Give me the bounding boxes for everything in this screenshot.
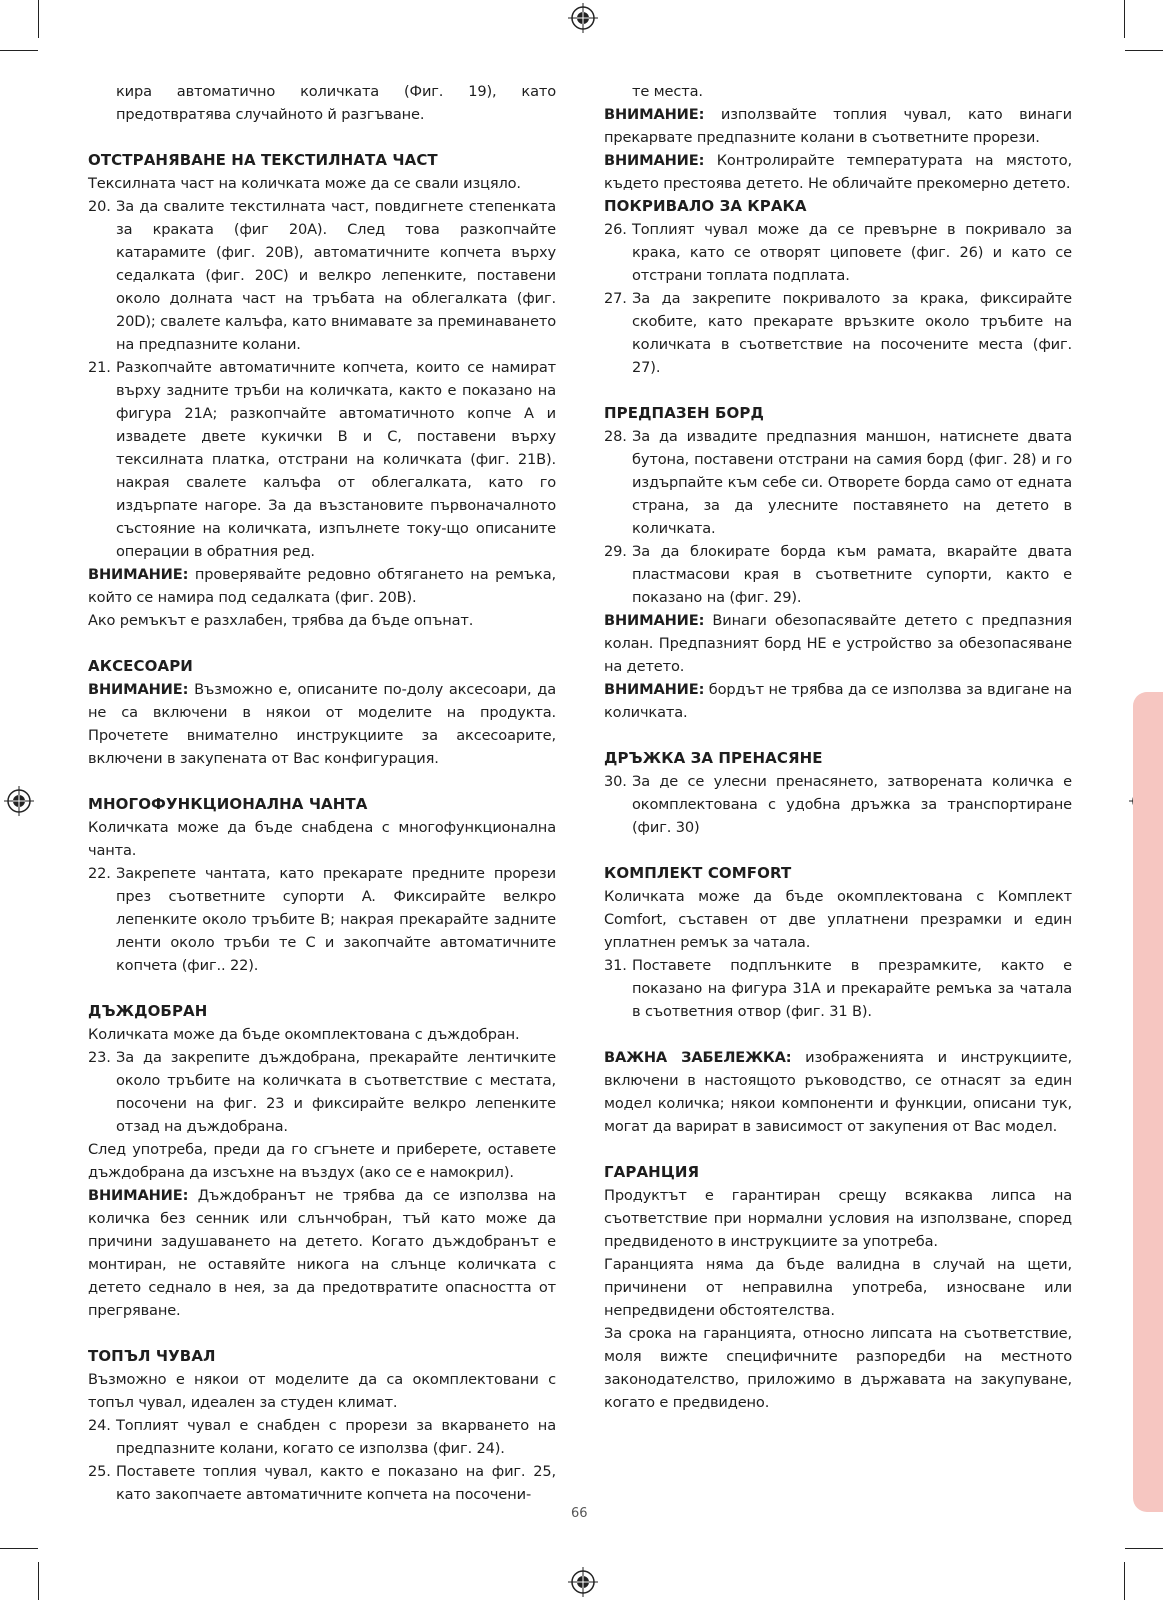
bag-intro: Количката може да бъде снабдена с многофункционална чанта. xyxy=(88,819,556,859)
item-text: Топлият чувал може да се превърне в покривало за крака, като се отворят циповете (фиг. 26) и като се отстрани топлата подплата. xyxy=(632,221,1072,284)
note-text: изображенията и инструкциите, включени в настоящото ръководство, се отнасят за един модел количка; някои компоненти и функции, описани тук, могат да варират в зависимост от закупения от Вас модел. xyxy=(604,1049,1072,1135)
right-column xyxy=(604,80,1072,1414)
strap-note: Ако ремъкът е разхлабен, трябва да бъде опънат. xyxy=(88,612,474,629)
list-item-29 xyxy=(604,540,1072,609)
warning-raincover xyxy=(88,1184,556,1322)
warning-text: Контролирайте температурата на мястото, където престоява детето. Не обличайте прекомерно детето. xyxy=(604,152,1072,192)
warning-temperature xyxy=(604,149,1072,195)
list-item-24 xyxy=(88,1414,556,1460)
item-number: 27. xyxy=(604,290,627,307)
warranty-paragraph: Гаранцията няма да бъде валидна в случай на щети, причинени от неправилна употреба, износване или непредвидени обстоятелства. xyxy=(604,1256,1072,1319)
left-column xyxy=(88,80,556,1506)
heading-comfort-kit: КОМПЛЕКТ COMFORT xyxy=(604,864,792,882)
rain-intro: Количката може да бъде окомплектована с дъждобран. xyxy=(88,1026,520,1043)
warning-bumper-safety xyxy=(604,609,1072,678)
heading-footmuff: ТОПЪЛ ЧУВАЛ xyxy=(88,1347,216,1365)
warning-text: бордът не трябва да се използва за вдигане на количката. xyxy=(604,681,1072,721)
heading-warranty: ГАРАНЦИЯ xyxy=(604,1163,700,1181)
page-number: 66 xyxy=(571,1506,588,1521)
crop-mark xyxy=(1125,1548,1163,1549)
note-label: ВАЖНА ЗАБЕЛЕЖКА: xyxy=(604,1049,792,1066)
crop-mark xyxy=(0,1548,38,1549)
warning-label: ВНИМАНИЕ: xyxy=(88,1187,189,1204)
item-text: За да закрепите дъждобрана, прекарайте лентичките около тръбите на количката в съответствие с местата, посочени на фиг. 23 и фиксирайте велкро лепенките отзад на дъждобрана. xyxy=(116,1049,556,1135)
warranty-paragraph: Продуктът е гарантиран срещу всякаква липса на съответствие при нормални условия на използване, според предвиденото в инструкциите за употреба. xyxy=(604,1187,1072,1250)
warning-label: ВНИМАНИЕ: xyxy=(604,106,705,123)
heading-bag: МНОГОФУНКЦИОНАЛНА ЧАНТА xyxy=(88,795,368,813)
warning-text: Винаги обезопасявайте детето с предпазния колан. Предпазният борд НЕ е устройство за обезопасяване на детето. xyxy=(604,612,1072,675)
item-text: Поставете подплънките в презрамките, както е показано на фигура 31A и прекарайте ремъка за чатала в съответния отвор (фиг. 31 B). xyxy=(632,957,1072,1020)
item-text: За де се улесни пренасянето, затворената количка е окомплектована с удобна дръжка за транспортиране (фиг. 30) xyxy=(632,773,1072,836)
heading-leg-cover: ПОКРИВАЛО ЗА КРАКА xyxy=(604,197,807,215)
warning-label: ВНИМАНИЕ: xyxy=(88,566,189,583)
list-item-22 xyxy=(88,862,556,977)
warning-text: Възможно е, описаните по-долу аксесоари, да не са включени в някои от моделите на продукта. Прочетете внимателно инструкциите за аксесоарите, включени в закупената от Вас конфигурация. xyxy=(88,681,556,767)
comfort-intro: Количката може да бъде окомплектована с Комплект Comfort, съставен от две уплатнени презрамки и един уплатнен ремък за чатала. xyxy=(604,888,1072,951)
list-item-25 xyxy=(88,1460,556,1506)
list-item-27 xyxy=(604,287,1072,379)
list-item-21 xyxy=(88,356,556,563)
item-number: 30. xyxy=(604,773,627,790)
warning-text: проверявайте редовно обтягането на ремъка, който се намира под седалката (фиг. 20B). xyxy=(88,566,556,606)
item-number: 26. xyxy=(604,221,627,238)
item-number: 28. xyxy=(604,428,627,445)
crop-mark xyxy=(1125,50,1163,51)
section-side-tab xyxy=(1133,692,1163,1512)
warranty-paragraph: За срока на гаранцията, относно липсата на съответствие, моля вижте специфичните разпоредби на местното законодателство, приложимо в държавата на закупуване, когато е предвидено. xyxy=(604,1325,1072,1411)
warning-footmuff-belts xyxy=(604,103,1072,149)
item-number: 23. xyxy=(88,1049,111,1066)
list-item-23 xyxy=(88,1046,556,1138)
heading-raincover: ДЪЖДОБРАН xyxy=(88,1002,208,1020)
item-number: 29. xyxy=(604,543,627,560)
list-item-30 xyxy=(604,770,1072,839)
heading-carry-handle: ДРЪЖКА ЗА ПРЕНАСЯНЕ xyxy=(604,749,823,767)
crop-mark xyxy=(0,50,38,51)
item-number: 22. xyxy=(88,865,111,882)
list-item-28 xyxy=(604,425,1072,540)
warning-bumper-lift xyxy=(604,678,1072,724)
item-text: Разкопчайте автоматичните копчета, които се намират върху задните тръби на количката, както е показано на фигура 21A; разкопчайте автоматичното копче A и извадете двете кукички B и C, поставени върху тексилната платка, отстрани на количката (фиг. 21B). накрая свалете калъфа от облегалката, като го издърпате нагоре. За да възстановите първоначалното състояние на количката, изпълнете току-що описаните операции в обратния ред. xyxy=(116,359,556,560)
list-item-26 xyxy=(604,218,1072,287)
item-number: 31. xyxy=(604,957,627,974)
crop-mark xyxy=(38,0,39,38)
item-text: За да извадите предпазния маншон, натиснете двата бутона, поставени отстрани на самия борд (фиг. 28) и го издърпайте към себе си. Отворете борда само от едната страна, за да улесните поставянето на детето в количката. xyxy=(632,428,1072,537)
list-item-31 xyxy=(604,954,1072,1023)
crop-mark xyxy=(1124,0,1125,38)
warning-text: използвайте топлия чувал, като винаги прекарвате предпазните колани в съответните прорези. xyxy=(604,106,1072,146)
item-text: За да закрепите покривалото за крака, фиксирайте скобите, като прекарате връзките около тръбите на количката в съответствие на посочените места (фиг. 27). xyxy=(632,290,1072,376)
list-item-20 xyxy=(88,195,556,356)
rain-after: След употреба, преди да го сгънете и приберете, оставете дъждобрана да изсъхне на въздух (ако се е намокрил). xyxy=(88,1141,556,1181)
warm-intro: Възможно е някои от моделите да са окомплектовани с топъл чувал, идеален за студен климат. xyxy=(88,1371,556,1411)
crop-mark xyxy=(38,1562,39,1600)
item-number: 20. xyxy=(88,198,111,215)
textile-intro: Тексилната част на количката може да се свали изцяло. xyxy=(88,175,521,192)
crop-mark xyxy=(1124,1562,1125,1600)
important-note xyxy=(604,1046,1072,1138)
warning-accessories xyxy=(88,678,556,770)
continued-text: те места. xyxy=(632,83,703,100)
warning-label: ВНИМАНИЕ: xyxy=(604,152,705,169)
warning-label: ВНИМАНИЕ: xyxy=(604,681,705,698)
item-text: Поставете топлия чувал, както е показано на фиг. 25, като закопчаете автоматичните копчета на посочени- xyxy=(116,1463,556,1503)
registration-mark-icon xyxy=(568,3,598,33)
warning-label: ВНИМАНИЕ: xyxy=(604,612,705,629)
item-number: 25. xyxy=(88,1463,111,1480)
item-number: 24. xyxy=(88,1417,111,1434)
warning-strap xyxy=(88,563,556,609)
item-text: За да свалите текстилната част, повдигнете степенката за краката (фиг 20A). След това разкопчайте катарамите (фиг. 20B), автоматичните копчета върху седалката (фиг. 20C) и велкро лепенките, поставени около долната част на тръбата на облегалката (фиг. 20D); свалете калъфа, като внимавате за преминаването на предпазните колани. xyxy=(116,198,556,353)
item-text: Закрепете чантата, като прекарате предните прорези през съответните супорти A. Фиксирайте велкро лепенките около тръбите B; накрая прекарайте задните ленти около тръби те C и закопчайте автоматичните копчета (фиг.. 22). xyxy=(116,865,556,974)
heading-bumper: ПРЕДПАЗЕН БОРД xyxy=(604,404,764,422)
warning-text: Дъждобранът не трябва да се използва на количка без сенник или слънчобран, тъй като може да причини задушаването на детето. Когато дъждобранът е монтиран, не оставяйте никога на слънце количката с детето седнало в нея, за да предотвратите опасността от прегряване. xyxy=(88,1187,556,1319)
item-text: За да блокирате борда към рамата, вкарайте двата пластмасови края в съответните супорти, както е показано на (фиг. 29). xyxy=(632,543,1072,606)
warning-label: ВНИМАНИЕ: xyxy=(88,681,189,698)
registration-mark-icon xyxy=(4,786,34,816)
item-text: Топлият чувал е снабден с прорези за вкарването на предпазните колани, когато се използва (фиг. 24). xyxy=(116,1417,556,1457)
continued-text: кира автоматично количката (Фиг. 19), като предотвратява случайното й разгъване. xyxy=(116,83,556,123)
heading-textile: ОТСТРАНЯВАНЕ НА ТЕКСТИЛНАТА ЧАСТ xyxy=(88,151,438,169)
item-number: 21. xyxy=(88,359,111,376)
heading-accessories: АКСЕСОАРИ xyxy=(88,657,193,675)
registration-mark-icon xyxy=(568,1567,598,1597)
